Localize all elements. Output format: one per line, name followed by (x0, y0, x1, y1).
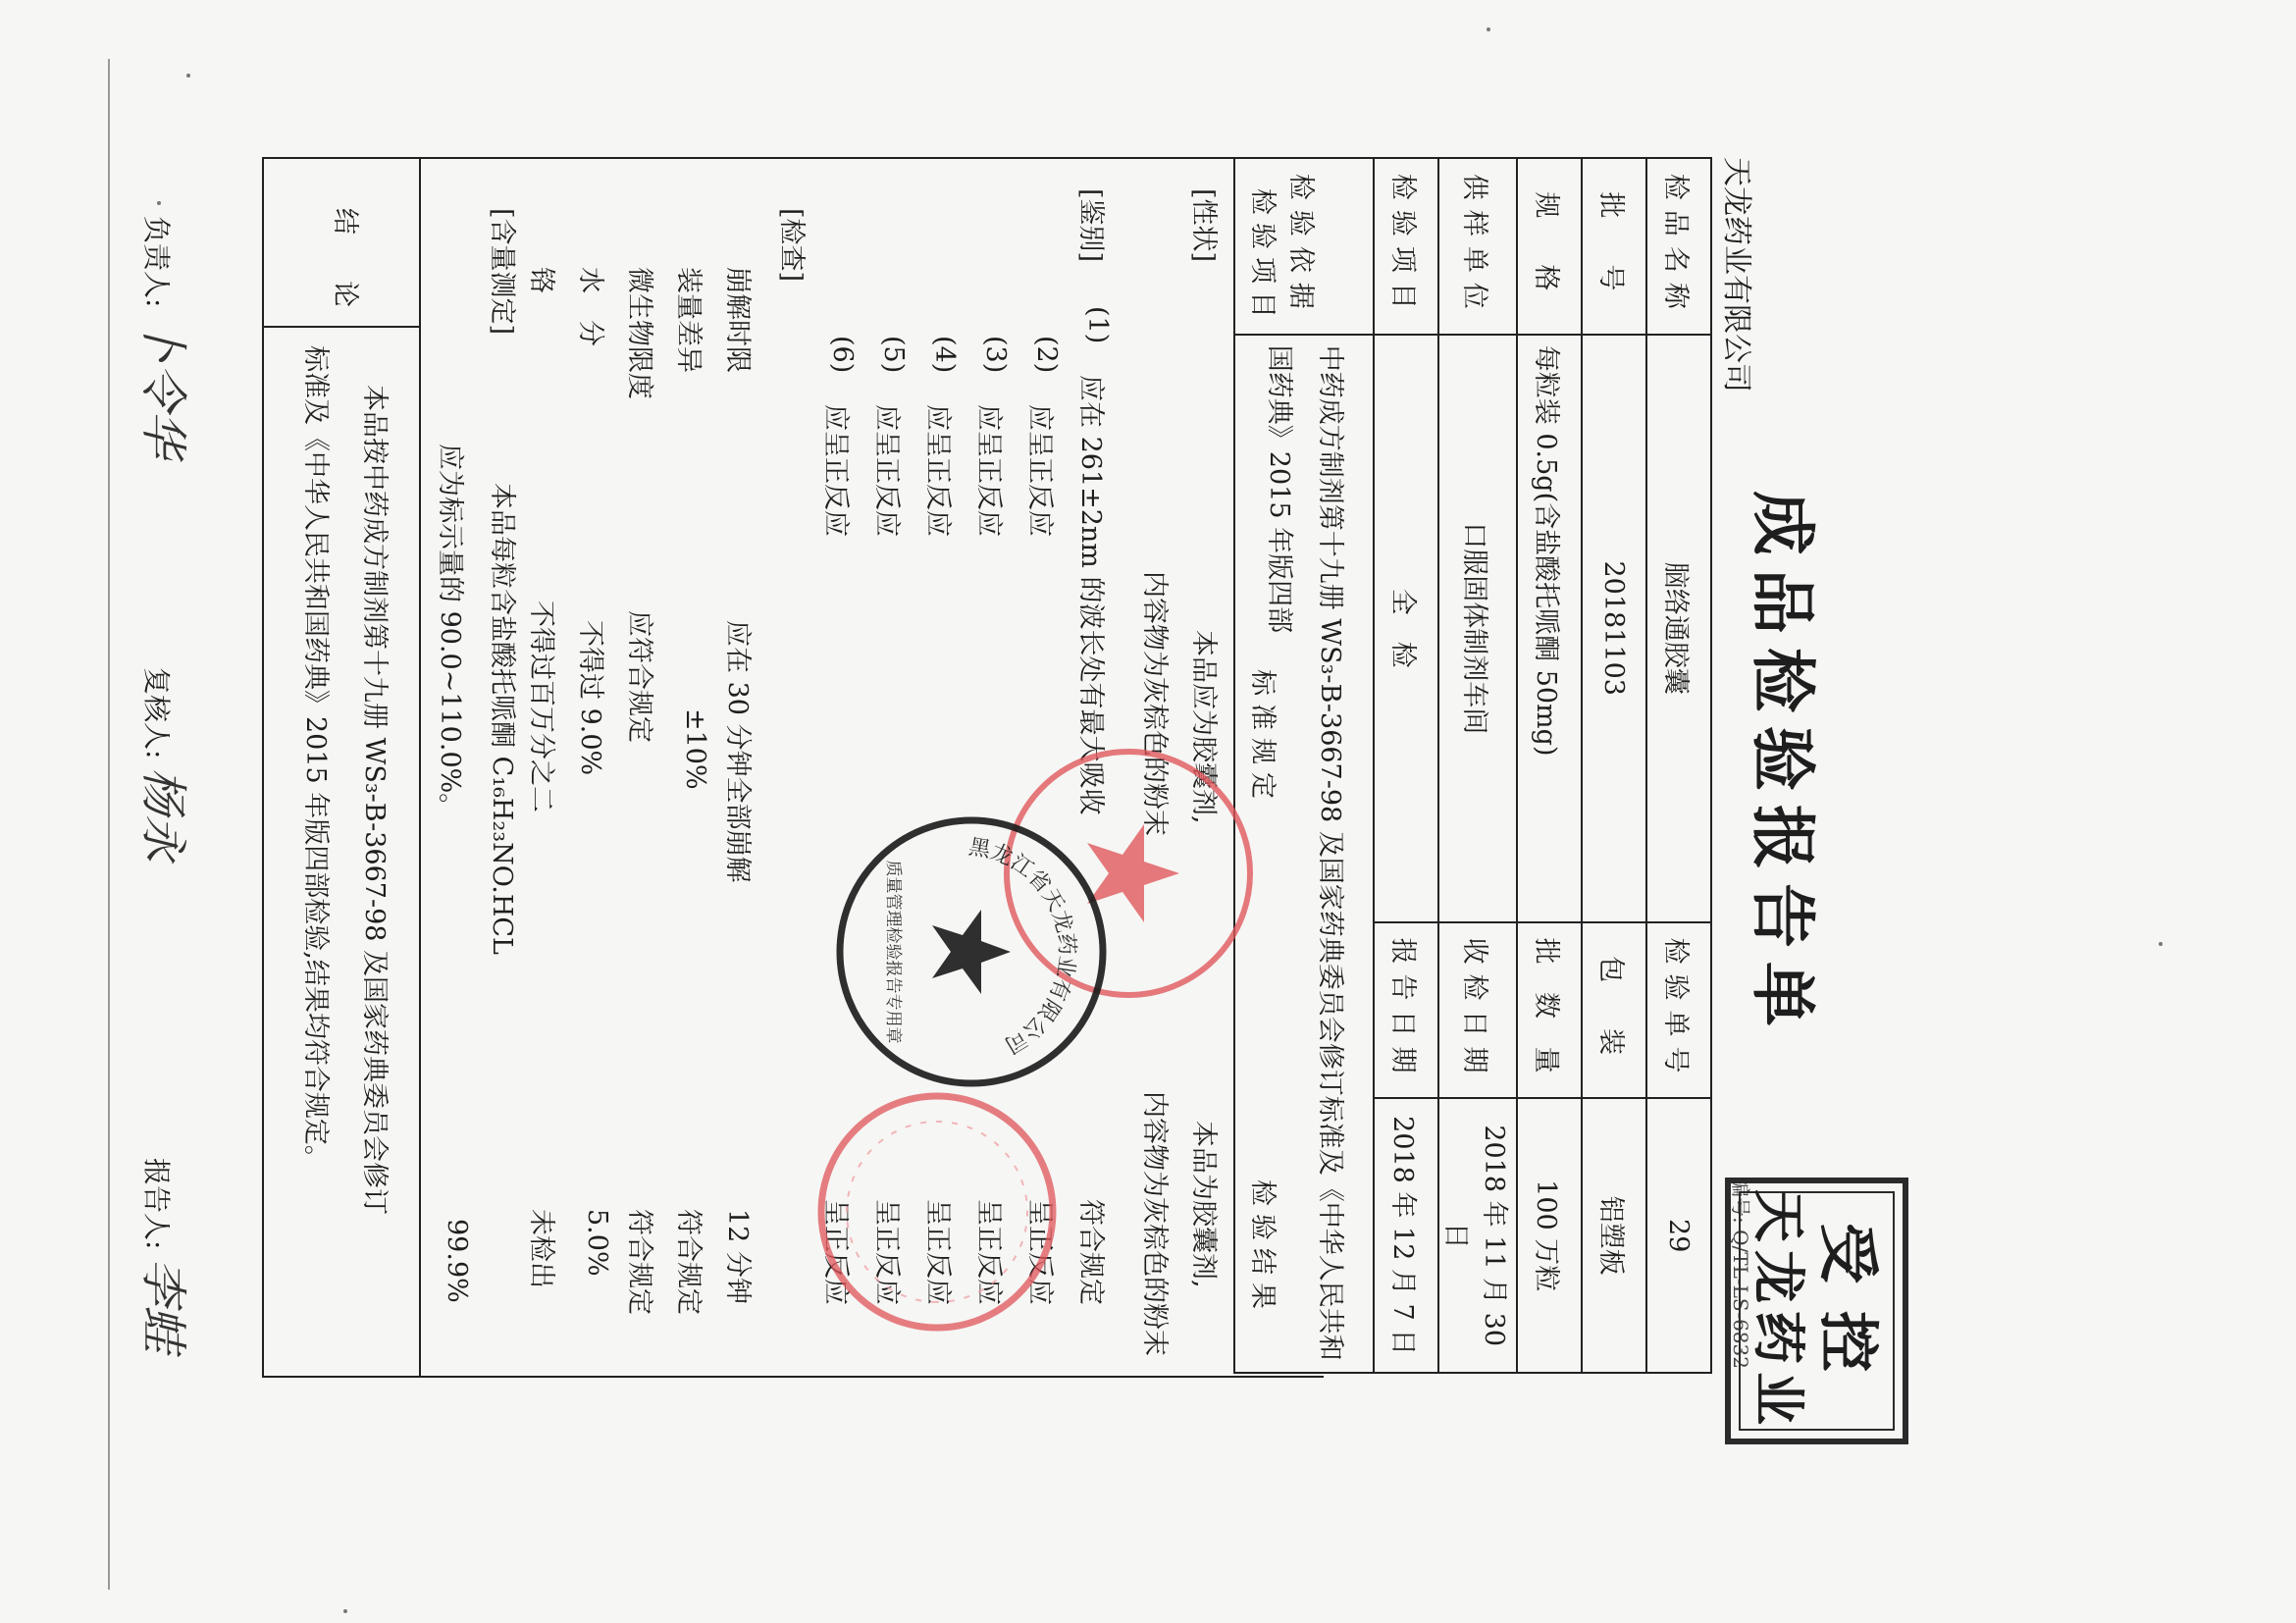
scan-speck (186, 74, 190, 78)
supplier-value: 口服固体制剂车间 (1438, 335, 1517, 922)
report-date-value: 2018 年 12 月 7 日 (1374, 1098, 1438, 1373)
faded-red-seal (814, 1089, 1060, 1335)
receive-date-label: 收检日期 (1438, 922, 1517, 1099)
character-result-line1: 本品为胶囊剂, (1188, 1121, 1219, 1288)
responsible-handwriting: 卜令华 (135, 316, 190, 458)
company-name: 天龙药业有限公司 (1719, 157, 1753, 393)
spec-label: 规 格 (1517, 158, 1582, 335)
identification-result: 呈正反应 (871, 1199, 902, 1305)
identification-result: 呈正反应 (1024, 1199, 1055, 1305)
character-standard-line2: 内容物为灰棕色的粉末 (1139, 571, 1170, 836)
test-no-label: 检验单号 (1646, 922, 1711, 1099)
quality-seal-text: 黑龙江省天龙药业有限公司 (966, 834, 1079, 1058)
scan-speck (343, 1609, 347, 1613)
faded-seal-graphic (814, 1089, 1060, 1335)
basis-value: 中药成方制剂第十九册 WS₃-B-3667-98 及国家药典委员会修订标准及《中华人民共和国药典》2015 年版四部 (1234, 335, 1374, 1373)
inspection-item: 水 分 (575, 267, 605, 346)
identification-standard: 应在 261±2nm 的波长处有最大吸收 (1075, 375, 1106, 815)
column-header-result: 检验结果 (1247, 1179, 1278, 1317)
report-sheet (135, 157, 1884, 1433)
inspection-standard: 不得过百万分之二 (526, 601, 556, 812)
identification-number: (1) (1082, 306, 1113, 344)
scan-edge-line (108, 59, 110, 1590)
inspection-item: 微生物限度 (624, 267, 654, 399)
reporter-label: 报告人: (140, 1158, 173, 1250)
package-value: 铝塑板 (1582, 1098, 1646, 1373)
batch-value: 20181103 (1582, 335, 1646, 922)
column-header-standard: 标准规定 (1247, 669, 1278, 807)
quality-seal-subtext: 质量管理检验报告专用章 (883, 860, 903, 1044)
product-name-label: 检品名称 (1646, 158, 1711, 335)
table-row (1646, 158, 1711, 1373)
responsible-label: 负责人: (140, 216, 173, 308)
responsible-signature (133, 216, 201, 457)
reporter-signature (133, 1158, 201, 1352)
identification-number: (5) (878, 336, 909, 374)
reviewer-signature (133, 667, 201, 862)
table-row (1582, 158, 1646, 1373)
quality-seal-star-icon (932, 910, 1011, 994)
scan-speck (2159, 942, 2163, 946)
identification-number: (3) (980, 336, 1011, 374)
items-value: 全 检 (1374, 335, 1438, 922)
assay-label: [含量测定] (487, 208, 517, 336)
table-row (1438, 158, 1517, 1373)
inspection-result: 12 分钟 (722, 1209, 753, 1304)
conclusion-column-line (264, 326, 421, 328)
identification-standard: 应呈正反应 (973, 404, 1004, 537)
column-header-item: 检验项目 (1247, 188, 1278, 326)
identification-result: 呈正反应 (973, 1199, 1004, 1305)
basis-label: 检验依据 (1234, 158, 1374, 335)
assay-standard-line2: 应为标示量的 90.0~110.0%。 (435, 444, 465, 820)
inspection-result: 5.0% (582, 1209, 612, 1277)
assay-standard-line1: 本品每粒含盐酸托哌酮 C₁₆H₂₃NO.HCL (487, 483, 517, 955)
scan-speck (1487, 27, 1490, 31)
inspection-standard: 应符合规定 (624, 610, 654, 743)
controlled-document-stamp (1725, 1178, 1908, 1444)
batch-label: 批 号 (1582, 158, 1646, 335)
package-label: 包 装 (1582, 922, 1646, 1099)
identification-standard: 应呈正反应 (871, 404, 902, 537)
inspection-item: 铬 (526, 267, 556, 293)
reviewer-label: 复核人: (140, 667, 173, 759)
identification-number: (2) (1031, 336, 1062, 374)
test-no-value: 29 (1646, 1098, 1711, 1373)
stamp-line-controlled: 受控 (1812, 1222, 1884, 1399)
identification-standard: 应呈正反应 (1024, 404, 1055, 537)
conclusion-text-line2: 标准及《中华人民共和国药典》2015 年版四部检验,结果均符合规定。 (300, 345, 331, 1172)
items-label: 检验项目 (1374, 158, 1438, 335)
reviewer-handwriting: 杨永 (135, 767, 190, 863)
stamp-line-company: 天龙药业 (1748, 1189, 1810, 1433)
inspection-standard: 不得过 9.0% (575, 620, 605, 776)
quantity-value: 100 万粒 (1517, 1098, 1582, 1373)
form-number: 编号: Q/TL-LS-6832 (1729, 1178, 1752, 1369)
table-row (1374, 158, 1438, 1373)
reporter-handwriting: 李蛙 (135, 1258, 190, 1353)
faded-seal-ring (821, 1096, 1053, 1328)
identification-result: 符合规定 (1075, 1199, 1106, 1305)
identification-result: 呈正反应 (820, 1199, 851, 1305)
receive-date-value: 2018 年 11 月 30 日 (1438, 1098, 1517, 1373)
inspection-standard: 应在 30 分钟全部崩解 (722, 620, 753, 883)
inspection-standard: ±10% (680, 708, 710, 790)
character-result-line2: 内容物为灰棕色的粉末 (1139, 1091, 1170, 1356)
spec-value: 每粒装 0.5g(含盐酸托哌酮 50mg) (1517, 335, 1582, 922)
quality-inspection-seal (834, 814, 1109, 1089)
inspection-item: 崩解时限 (722, 267, 753, 373)
identification-standard: 应呈正反应 (922, 404, 953, 537)
conclusion-label: 结 论 (330, 208, 360, 317)
character-label: [性状] (1188, 188, 1219, 263)
identification-standard: 应呈正反应 (820, 404, 851, 537)
character-standard-line1: 本品应为胶囊剂, (1188, 630, 1219, 824)
report-date-label: 报告日期 (1374, 922, 1438, 1099)
faded-seal-inner-ring (847, 1122, 1027, 1302)
assay-result: 99.9% (442, 1219, 472, 1303)
supplier-label: 供样单位 (1438, 158, 1517, 335)
quantity-label: 批 数 量 (1517, 922, 1582, 1099)
identification-result: 呈正反应 (922, 1199, 953, 1305)
product-name-value: 脑络通胶囊 (1646, 335, 1711, 922)
inspection-result: 符合规定 (624, 1209, 654, 1315)
inspection-result: 符合规定 (673, 1209, 704, 1315)
identification-number: (4) (929, 336, 960, 374)
page-title: 成品检验报告单 (1745, 491, 1821, 1040)
inspection-result: 未检出 (526, 1209, 556, 1288)
identification-number: (6) (827, 336, 858, 374)
inspection-item: 装量差异 (673, 267, 704, 373)
inspection-label: [检查] (776, 208, 807, 283)
quality-seal-graphic (834, 814, 1109, 1089)
conclusion-text-line1: 本品按中药成方制剂第十九册 WS₃-B-3667-98 及国家药典委员会修订 (359, 385, 390, 1216)
identification-label: [鉴别] (1075, 188, 1106, 263)
table-row (1517, 158, 1582, 1373)
scan-speck (157, 201, 161, 205)
conclusion-divider (419, 159, 421, 1376)
